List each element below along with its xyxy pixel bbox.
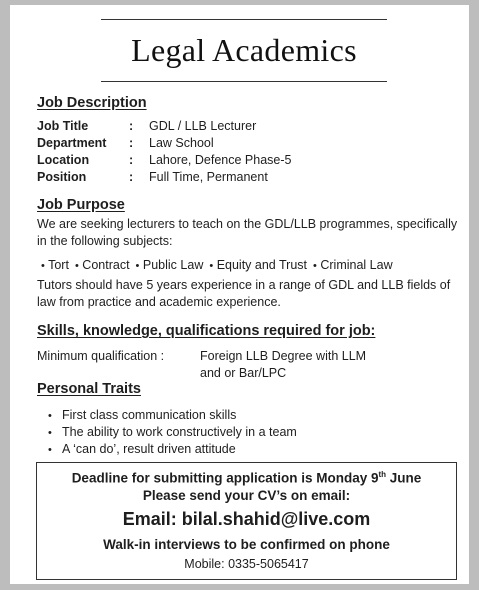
send-cv-line: Please send your CV’s on email: — [142, 488, 351, 503]
separator: : — [129, 119, 134, 133]
min-qualification-label: Minimum qualification : — [37, 349, 165, 363]
bullet-icon: • — [41, 260, 45, 272]
subject-list — [41, 258, 393, 272]
deadline-line: Deadline for submitting application is Monday 9th June — [71, 470, 422, 486]
job-advertisement — [10, 5, 469, 584]
location-label: Location — [37, 153, 90, 167]
mobile-line: Mobile: 0335-5065417 — [184, 557, 309, 571]
min-qualification-value-2: and or Bar/LPC — [200, 366, 287, 380]
min-qualification-row — [37, 349, 366, 363]
trait-item: • The ability to work constructively in a team — [48, 425, 297, 439]
bullet-icon: • — [209, 260, 214, 272]
bullet-icon: • — [135, 260, 140, 272]
subject-item: • Public Law — [135, 258, 204, 272]
location-row — [37, 153, 291, 167]
position-label: Position — [37, 170, 87, 184]
position-value: Full Time, Permanent — [149, 170, 268, 184]
separator: : — [129, 170, 134, 184]
job-title-value: GDL / LLB Lecturer — [149, 119, 257, 133]
subject-item: • Tort — [41, 258, 69, 272]
brand-title: Legal Academics — [131, 32, 357, 68]
position-row — [37, 170, 268, 184]
application-info-box — [36, 462, 457, 580]
email-line: Email: bilal.shahid@live.com — [122, 509, 371, 529]
brand-title-box — [101, 19, 387, 82]
personal-traits-heading: Personal Traits — [37, 381, 141, 397]
bullet-icon: • — [313, 260, 317, 272]
job-title-row — [37, 119, 256, 133]
separator: : — [129, 153, 134, 167]
walkin-line: Walk-in interviews to be confirmed on phone — [103, 537, 390, 552]
experience-text: Tutors should have 5 years experience in a range of GDL and LLB fields of law from practice and academic experience. — [37, 278, 451, 309]
trait-item: • First class communication skills — [48, 408, 237, 422]
job-description-heading: Job Description — [37, 95, 147, 111]
trait-item: • A ‘can do’, result driven attitude — [48, 442, 236, 456]
bullet-icon: • — [48, 444, 52, 456]
job-purpose-intro: We are seeking lecturers to teach on the GDL/LLB programmes, specifically in the following subjects: — [37, 217, 458, 248]
subject-item: • Contract — [74, 258, 130, 272]
job-purpose-heading: Job Purpose — [37, 197, 125, 213]
department-value: Law School — [149, 136, 214, 150]
bullet-icon: • — [74, 260, 79, 272]
skills-heading: Skills, knowledge, qualifications required for job: — [37, 323, 376, 339]
min-qualification-value: Foreign LLB Degree with LLM — [200, 349, 367, 363]
bullet-icon: • — [48, 427, 52, 439]
bullet-icon: • — [48, 410, 52, 422]
department-row — [37, 136, 214, 150]
subject-item: • Equity and Trust — [209, 258, 308, 272]
subject-item: • Criminal Law — [313, 258, 393, 272]
location-value: Lahore, Defence Phase-5 — [149, 153, 292, 167]
department-label: Department — [37, 136, 107, 150]
job-title-label: Job Title — [37, 119, 89, 133]
separator: : — [129, 136, 134, 150]
